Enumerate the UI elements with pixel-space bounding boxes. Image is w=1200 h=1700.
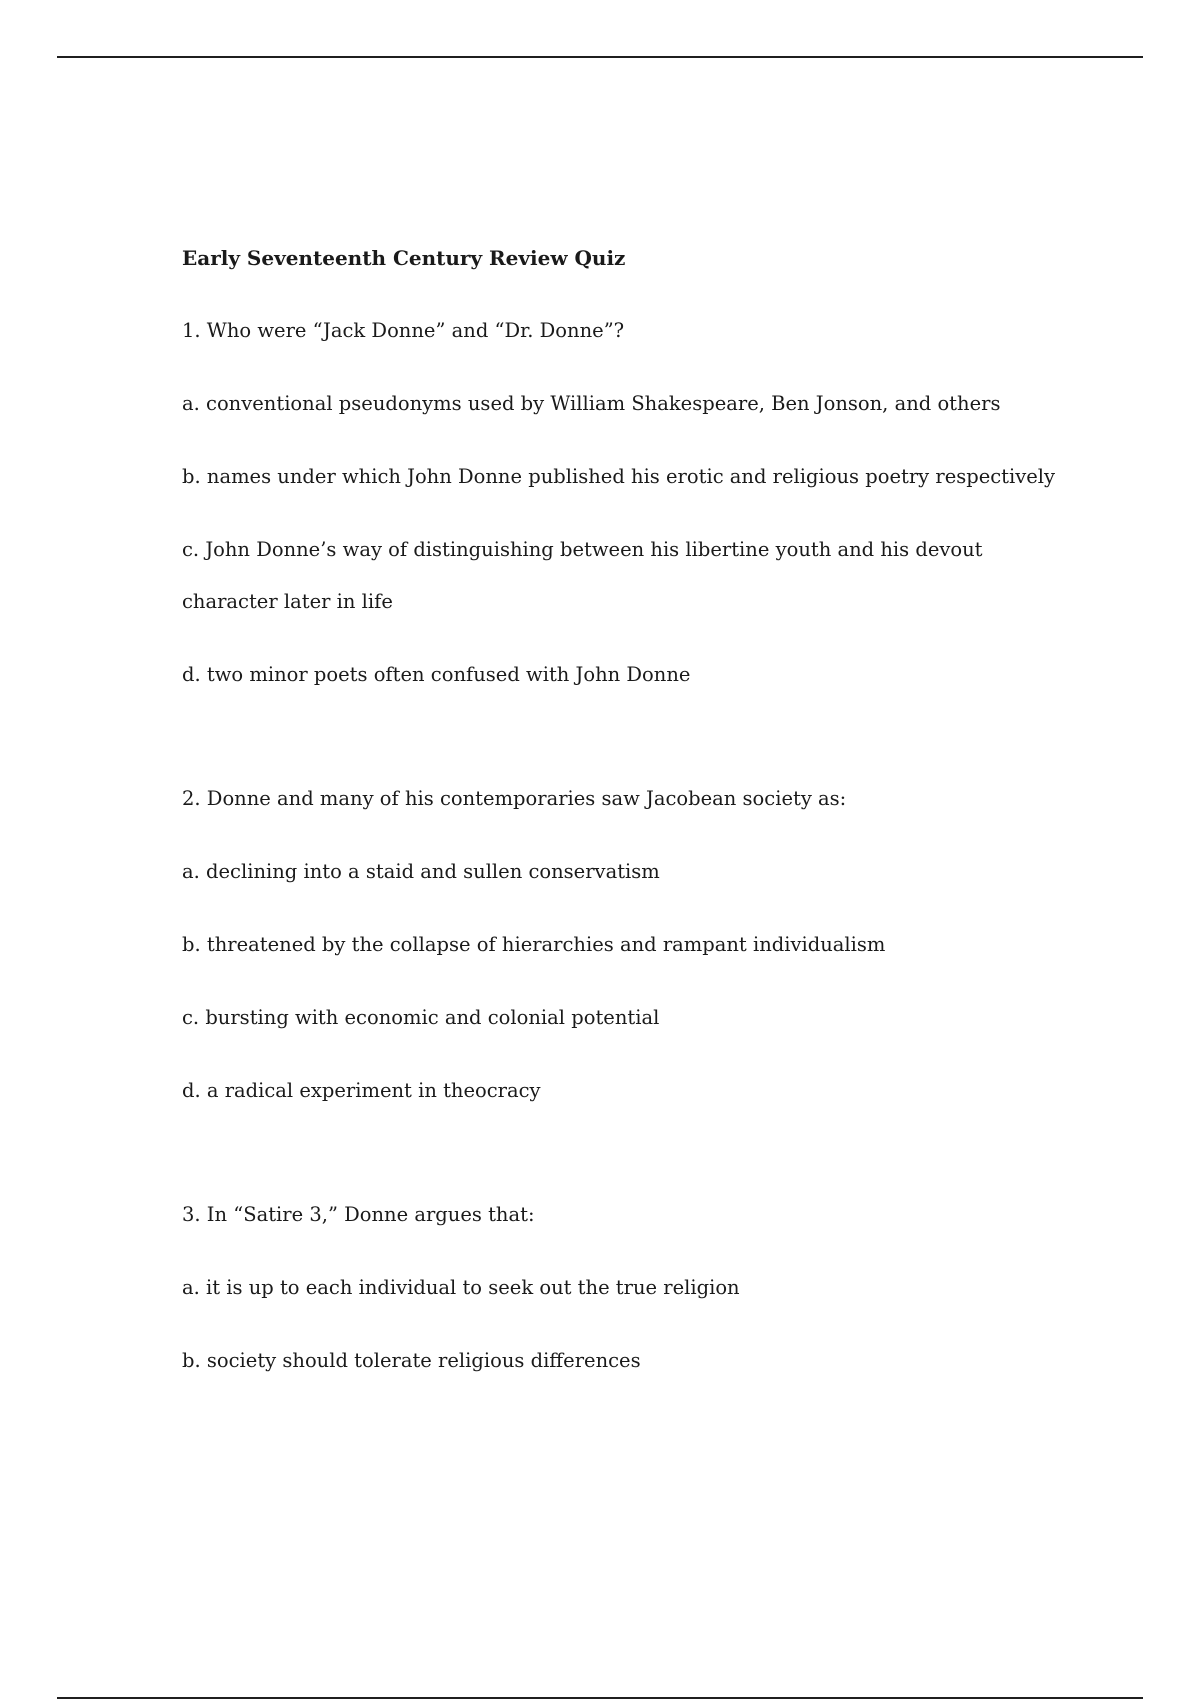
question-3 (182, 1202, 1062, 1374)
answer-option-c: c. bursting with economic and colonial potential (182, 1006, 660, 1029)
question-2 (182, 786, 1062, 1104)
document-title: Early Seventeenth Century Review Quiz (182, 246, 626, 270)
question-stem: 3. In “Satire 3,” Donne argues that: (182, 1203, 535, 1226)
page-bottom-rule (57, 1697, 1143, 1699)
answer-option-b: b. names under which John Donne published his erotic and religious poetry respectively (182, 465, 1056, 488)
answer-option-a: a. declining into a staid and sullen conservatism (182, 860, 660, 883)
document-body (182, 245, 1062, 1421)
question-stem: 1. Who were “Jack Donne” and “Dr. Donne”? (182, 319, 625, 342)
question-1 (182, 318, 1062, 688)
answer-option-d: d. a radical experiment in theocracy (182, 1079, 541, 1102)
answer-option-a: a. it is up to each individual to seek out the true religion (182, 1276, 740, 1299)
question-stem: 2. Donne and many of his contemporaries saw Jacobean society as: (182, 787, 847, 810)
answer-option-b: b. society should tolerate religious differences (182, 1349, 641, 1372)
answer-option-d: d. two minor poets often confused with John Donne (182, 663, 691, 686)
answer-option-a: a. conventional pseudonyms used by William Shakespeare, Ben Jonson, and others (182, 392, 1001, 415)
answer-option-b: b. threatened by the collapse of hierarchies and rampant individualism (182, 933, 886, 956)
page-top-rule (57, 56, 1143, 58)
answer-option-c: c. John Donne’s way of distinguishing between his libertine youth and his devout character later in life (182, 538, 983, 613)
